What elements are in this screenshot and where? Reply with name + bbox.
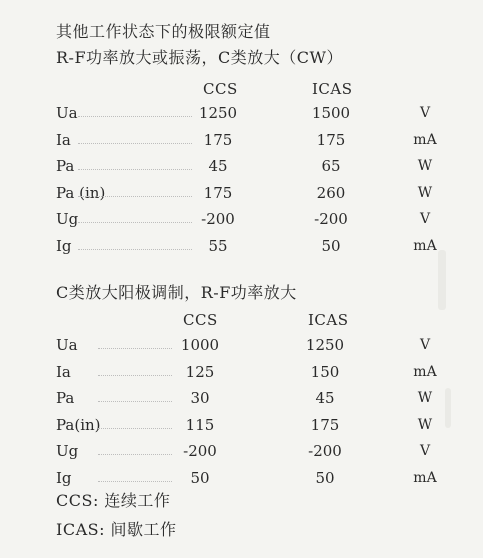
icas-value: 175	[316, 130, 346, 149]
page-title: 其他工作状态下的极限额定值	[56, 22, 271, 41]
param-name: Ug	[56, 210, 79, 228]
param-name: Ig	[56, 468, 72, 487]
param-name: Ua	[56, 104, 78, 122]
icas-value: 1250	[305, 336, 345, 354]
unit-label: mA	[413, 131, 437, 148]
ccs-value: 125	[185, 362, 215, 381]
unit-label: W	[417, 390, 433, 406]
param-name: Ig	[56, 236, 72, 255]
ccs-value: 1250	[198, 104, 238, 122]
leader-dots	[78, 116, 192, 117]
page-smudge	[438, 250, 446, 310]
note-icas: ICAS: 间歇工作	[56, 520, 177, 539]
table-row	[0, 468, 483, 490]
leader-dots	[78, 196, 192, 197]
table-row	[0, 103, 483, 125]
unit-label: V	[419, 105, 431, 121]
leader-dots	[78, 143, 192, 144]
param-name: Ia	[56, 130, 71, 149]
icas-value: 150	[310, 362, 340, 381]
param-name: Pa (in)	[56, 183, 106, 202]
leader-dots	[98, 481, 172, 482]
leader-dots	[78, 169, 192, 170]
param-name: Ia	[56, 362, 71, 381]
param-name: Pa	[56, 389, 75, 407]
param-name: Ug	[56, 442, 79, 460]
table-row	[0, 362, 483, 384]
unit-label: mA	[413, 363, 437, 380]
ccs-value: 115	[185, 415, 215, 434]
section1-icas-header: ICAS	[312, 80, 353, 98]
unit-label: mA	[413, 237, 437, 254]
param-name: Pa(in)	[56, 415, 101, 434]
table-row	[0, 388, 483, 410]
ccs-value: -200	[201, 210, 235, 228]
leader-dots	[98, 454, 172, 455]
unit-label: V	[419, 211, 431, 227]
ccs-value: 1000	[180, 336, 220, 354]
param-name: Pa	[56, 157, 75, 175]
leader-dots	[78, 249, 192, 250]
leader-dots	[98, 375, 172, 376]
icas-value: 50	[315, 468, 335, 487]
ccs-value: 30	[190, 389, 210, 407]
unit-label: V	[419, 443, 431, 459]
icas-value: 50	[321, 236, 341, 255]
unit-label: V	[419, 337, 431, 353]
table-row	[0, 441, 483, 463]
table-row	[0, 156, 483, 178]
icas-value: -200	[308, 442, 342, 460]
leader-dots	[98, 428, 172, 429]
ccs-value: 175	[203, 183, 233, 202]
unit-label: W	[417, 416, 433, 433]
leader-dots	[98, 348, 172, 349]
table-row	[0, 183, 483, 205]
section2-heading: C类放大阳极调制，R-F功率放大	[56, 283, 297, 302]
param-name: Ua	[56, 336, 78, 354]
icas-value: 65	[321, 157, 341, 175]
table-row	[0, 335, 483, 357]
icas-value: 1500	[311, 104, 351, 122]
ccs-value: 50	[190, 468, 210, 487]
table-row	[0, 130, 483, 152]
leader-dots	[98, 401, 172, 402]
section2-icas-header: ICAS	[308, 311, 349, 329]
ccs-value: 45	[208, 157, 228, 175]
leader-dots	[78, 222, 192, 223]
icas-value: 260	[316, 183, 346, 202]
note-ccs: CCS: 连续工作	[56, 491, 171, 510]
ccs-value: -200	[183, 442, 217, 460]
table-row	[0, 236, 483, 258]
ccs-value: 55	[208, 236, 228, 255]
icas-value: 45	[315, 389, 335, 407]
table-row	[0, 415, 483, 437]
unit-label: mA	[413, 469, 437, 486]
unit-label: W	[417, 158, 433, 174]
icas-value: 175	[310, 415, 340, 434]
section1-ccs-header: CCS	[203, 80, 238, 98]
icas-value: -200	[314, 210, 348, 228]
table-row	[0, 209, 483, 231]
section2-ccs-header: CCS	[183, 311, 218, 329]
ccs-value: 175	[203, 130, 233, 149]
section1-heading: R-F功率放大或振荡，C类放大（CW）	[56, 48, 343, 67]
unit-label: W	[417, 184, 433, 201]
